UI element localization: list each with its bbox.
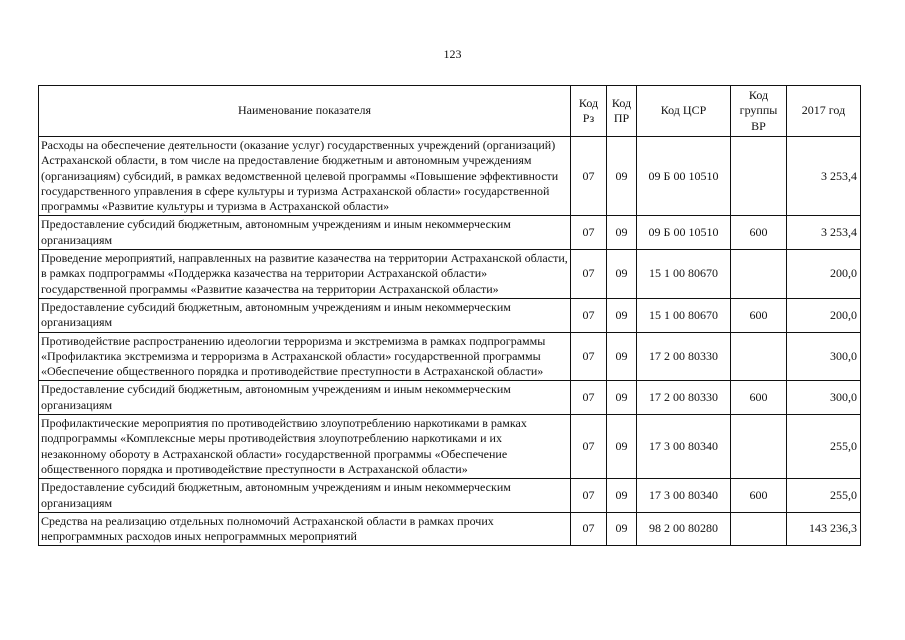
- row-csr: 09 Б 00 10510: [637, 216, 731, 250]
- row-rz: 07: [571, 250, 607, 299]
- row-pr: 09: [607, 137, 637, 216]
- row-name: Предоставление субсидий бюджетным, автономным учреждениям и иным некоммерческим организациям: [39, 381, 571, 415]
- table-row: [39, 298, 861, 332]
- row-vr: 600: [731, 216, 787, 250]
- header-vr: Код группы ВР: [731, 86, 787, 137]
- row-vr: [731, 332, 787, 381]
- row-rz: 07: [571, 479, 607, 513]
- row-name: Расходы на обеспечение деятельности (оказание услуг) государственных учреждений (организаций) Астраханской области, в том числе на предоставление бюджетным и автономным учреждениям (организациям) субсидий, в рамках ведомственной целевой программы «Повышение эффективности государственного управления в сфере культуры и туризма Астраханской области» государственной программы «Развитие культуры и туризма в Астраханской области»: [39, 137, 571, 216]
- row-vr: [731, 250, 787, 299]
- row-csr: 09 Б 00 10510: [637, 137, 731, 216]
- header-row: [39, 86, 861, 137]
- table-row: [39, 512, 861, 546]
- row-vr: 600: [731, 381, 787, 415]
- row-pr: 09: [607, 216, 637, 250]
- row-pr: 09: [607, 250, 637, 299]
- row-pr: 09: [607, 298, 637, 332]
- row-rz: 07: [571, 298, 607, 332]
- row-rz: 07: [571, 137, 607, 216]
- header-csr: Код ЦСР: [637, 86, 731, 137]
- row-amount: 255,0: [787, 415, 861, 479]
- table-row: [39, 332, 861, 381]
- row-name: Противодействие распространению идеологии терроризма и экстремизма в рамках подпрограммы «Профилактика экстремизма и терроризма в Астраханской области» государственной программы «Обеспечение общественного порядка и противодействие преступности в Астраханской области»: [39, 332, 571, 381]
- table-row: [39, 479, 861, 513]
- row-amount: 300,0: [787, 381, 861, 415]
- row-rz: 07: [571, 415, 607, 479]
- header-name: Наименование показателя: [39, 86, 571, 137]
- header-year: 2017 год: [787, 86, 861, 137]
- row-csr: 15 1 00 80670: [637, 298, 731, 332]
- row-csr: 17 3 00 80340: [637, 415, 731, 479]
- row-csr: 17 2 00 80330: [637, 381, 731, 415]
- row-amount: 143 236,3: [787, 512, 861, 546]
- row-rz: 07: [571, 332, 607, 381]
- row-name: Средства на реализацию отдельных полномочий Астраханской области в рамках прочих непрограммных расходов иных непрограммных мероприятий: [39, 512, 571, 546]
- row-vr: 600: [731, 479, 787, 513]
- header-rz: Код Рз: [571, 86, 607, 137]
- row-amount: 3 253,4: [787, 137, 861, 216]
- row-name: Профилактические мероприятия по противодействию злоупотреблению наркотиками в рамках подпрограммы «Комплексные меры противодействия злоупотреблению наркотиками и их незаконному обороту в Астраханской области» государственной программы «Обеспечение общественного порядка и противодействие преступности в Астраханской области»: [39, 415, 571, 479]
- row-pr: 09: [607, 381, 637, 415]
- row-rz: 07: [571, 381, 607, 415]
- row-pr: 09: [607, 332, 637, 381]
- row-pr: 09: [607, 479, 637, 513]
- budget-table: [38, 85, 861, 546]
- table-row: [39, 381, 861, 415]
- header-pr: Код ПР: [607, 86, 637, 137]
- row-amount: 200,0: [787, 298, 861, 332]
- row-amount: 255,0: [787, 479, 861, 513]
- page-number: 123: [443, 47, 462, 61]
- row-name: Проведение мероприятий, направленных на развитие казачества на территории Астраханской области, в рамках подпрограммы «Поддержка казачества на территории Астраханской области» государственной программы «Развитие казачества на территории Астраханской области»: [39, 250, 571, 299]
- row-vr: [731, 137, 787, 216]
- row-amount: 300,0: [787, 332, 861, 381]
- row-name: Предоставление субсидий бюджетным, автономным учреждениям и иным некоммерческим организациям: [39, 479, 571, 513]
- table-row: [39, 216, 861, 250]
- table-row: [39, 415, 861, 479]
- row-pr: 09: [607, 512, 637, 546]
- row-vr: [731, 512, 787, 546]
- row-amount: 3 253,4: [787, 216, 861, 250]
- table-row: [39, 137, 861, 216]
- row-name: Предоставление субсидий бюджетным, автономным учреждениям и иным некоммерческим организациям: [39, 216, 571, 250]
- row-rz: 07: [571, 512, 607, 546]
- table-row: [39, 250, 861, 299]
- row-csr: 98 2 00 80280: [637, 512, 731, 546]
- row-csr: 17 3 00 80340: [637, 479, 731, 513]
- row-rz: 07: [571, 216, 607, 250]
- row-vr: 600: [731, 298, 787, 332]
- row-amount: 200,0: [787, 250, 861, 299]
- row-csr: 15 1 00 80670: [637, 250, 731, 299]
- row-name: Предоставление субсидий бюджетным, автономным учреждениям и иным некоммерческим организациям: [39, 298, 571, 332]
- row-vr: [731, 415, 787, 479]
- row-pr: 09: [607, 415, 637, 479]
- row-csr: 17 2 00 80330: [637, 332, 731, 381]
